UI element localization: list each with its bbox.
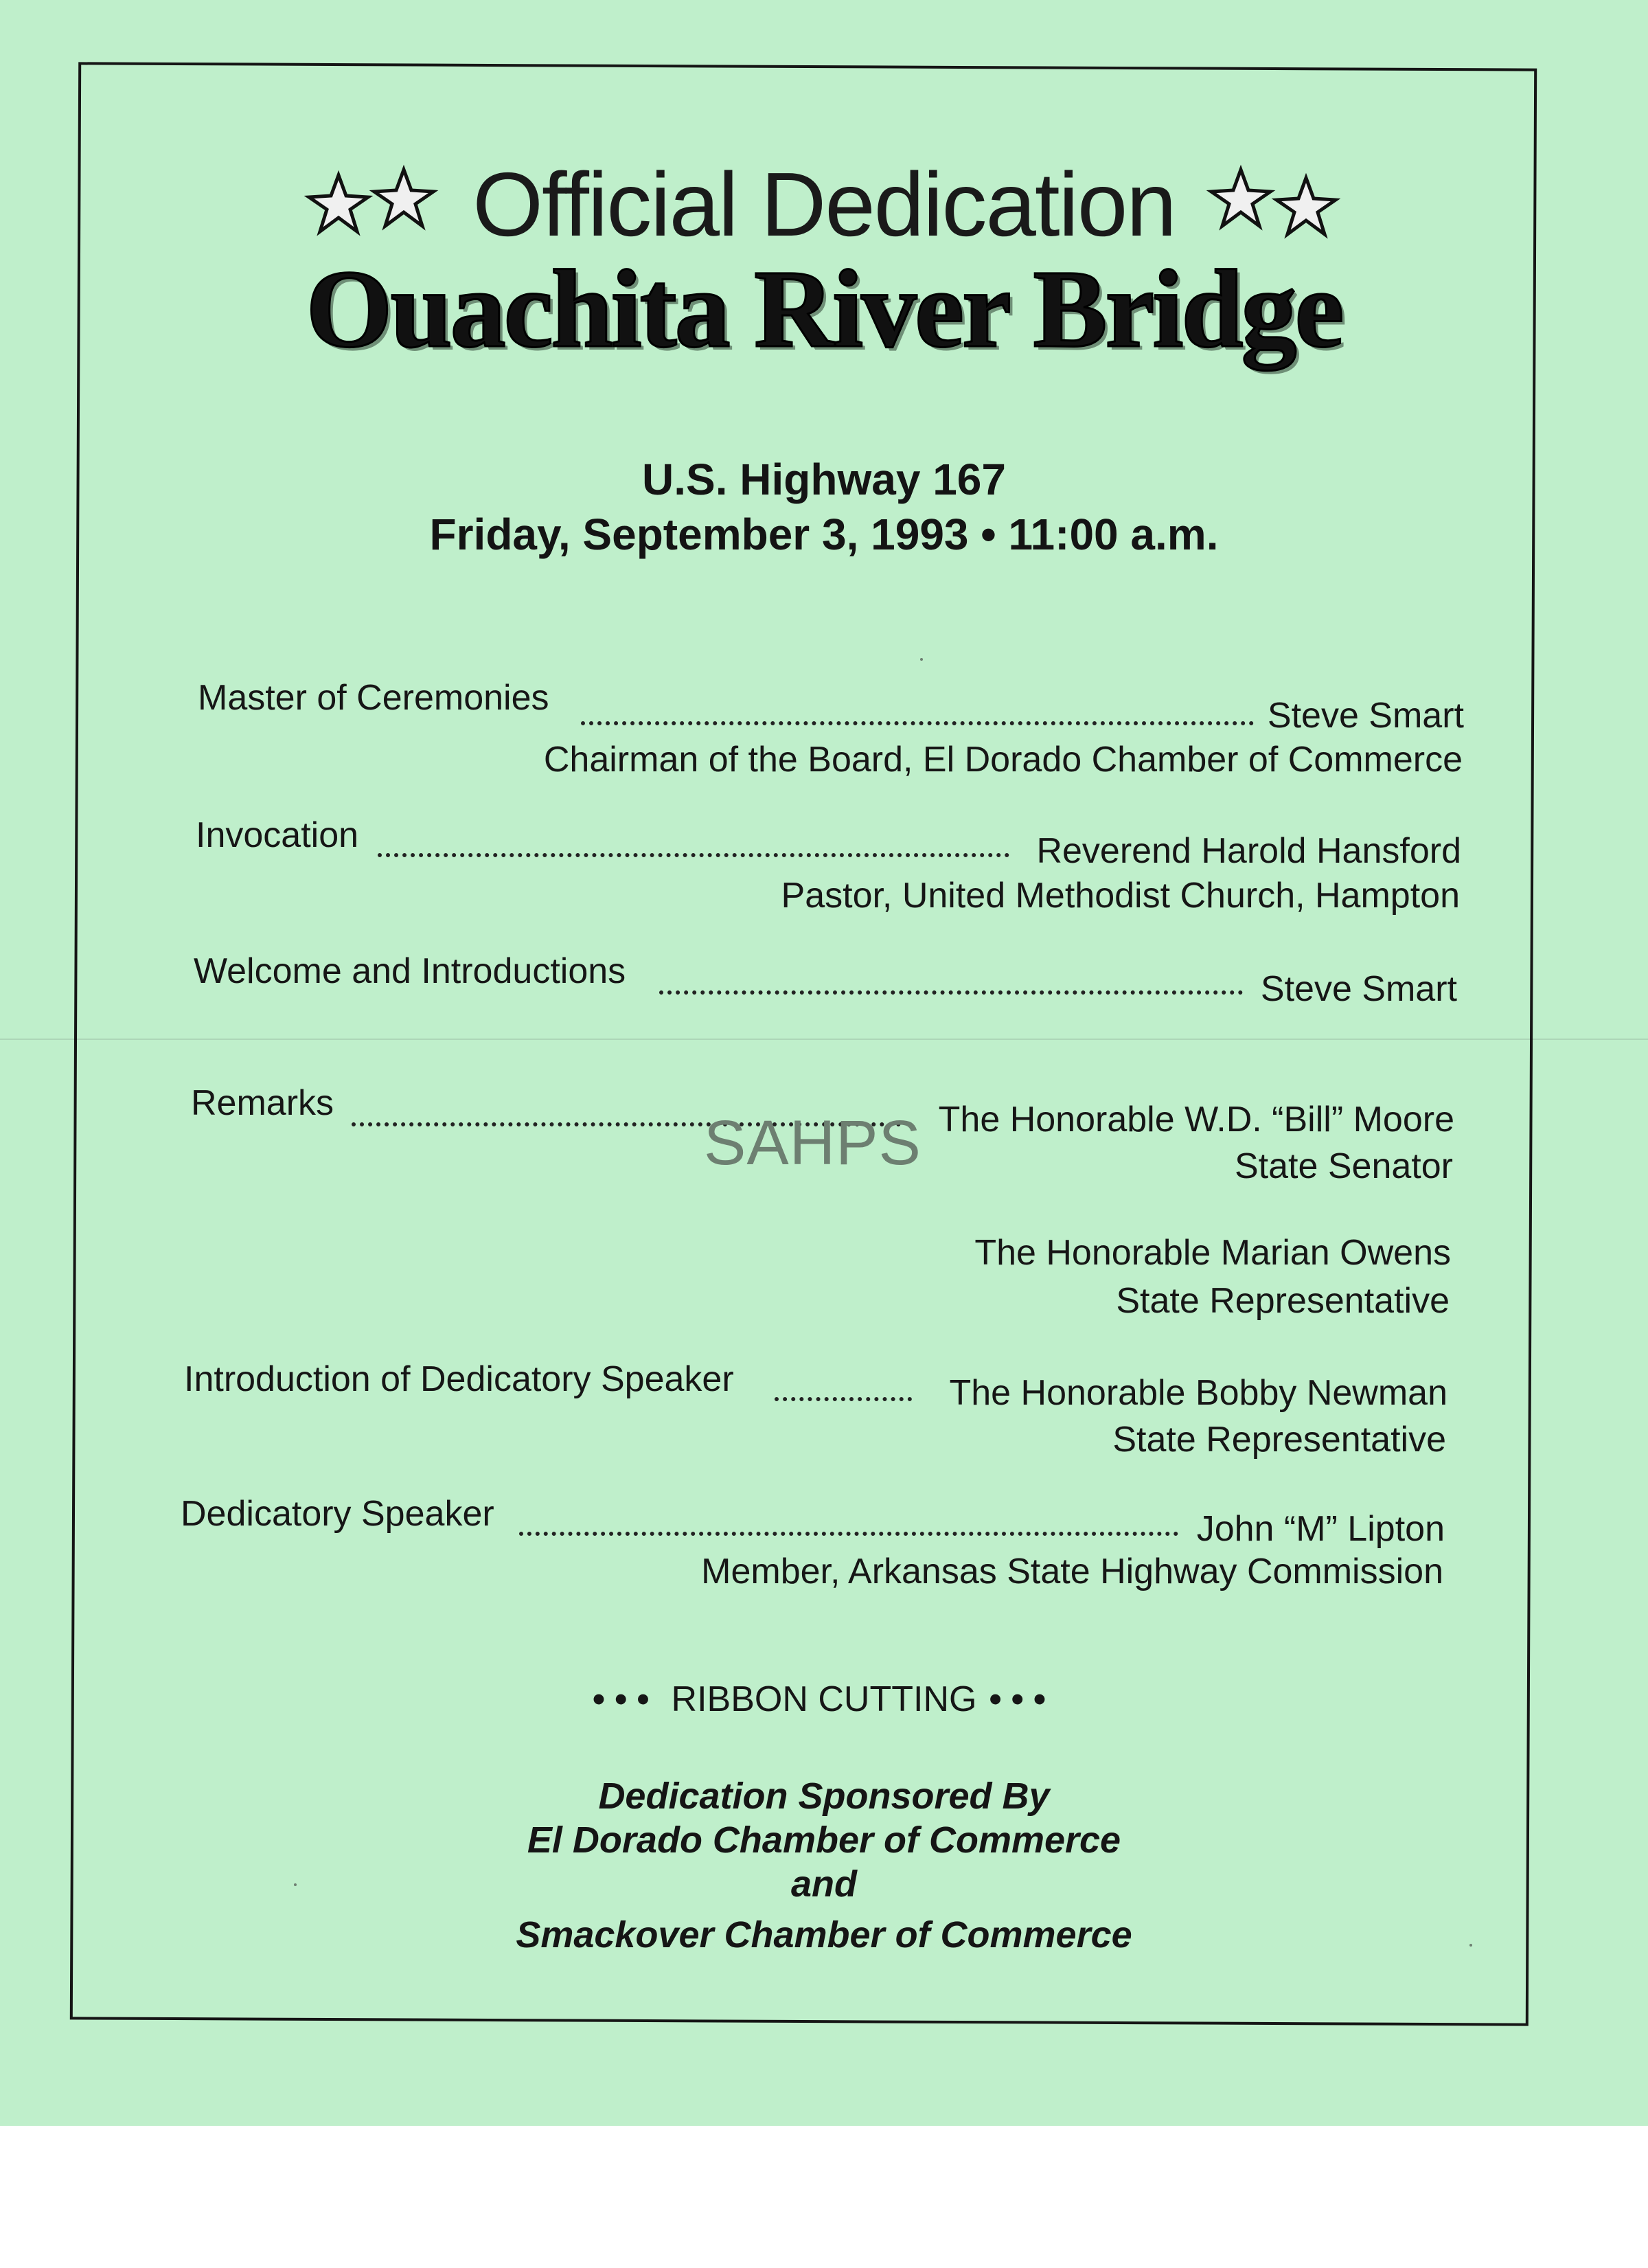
program-name: Reverend Harold Hansford [1036, 831, 1461, 871]
sponsor-line: El Dorado Chamber of Commerce [527, 1819, 1121, 1861]
program-name: Steve Smart [1267, 696, 1464, 736]
program-label: Dedicatory Speaker [181, 1494, 494, 1534]
highway-heading: U.S. Highway 167 [642, 455, 1006, 504]
watermark-text: SAHPS [704, 1108, 922, 1178]
program-name: Steve Smart [1260, 969, 1457, 1009]
ribbon-cutting-text: RIBBON CUTTING [671, 1679, 977, 1719]
program-label: Remarks [191, 1083, 334, 1123]
sponsor-line: and [790, 1863, 857, 1905]
title-bridge-name: Ouachita River Bridge [306, 248, 1342, 371]
star-pair-left-icon [301, 163, 445, 245]
program-label: Invocation [196, 815, 359, 855]
program-label: Welcome and Introductions [194, 951, 626, 991]
leader-dots [659, 986, 1243, 995]
leader-dots [775, 1393, 912, 1401]
sponsor-line: Dedication Sponsored By [598, 1776, 1050, 1817]
program-name: The Honorable Bobby Newman [949, 1373, 1447, 1413]
leader-dots [378, 849, 1009, 857]
title-row [0, 152, 1648, 256]
title-official-dedication: Official Dedication [472, 153, 1176, 255]
program-title: State Representative [1112, 1420, 1446, 1460]
bullet-dots-right-icon: ••• [989, 1679, 1056, 1719]
leader-dots [519, 1528, 1178, 1536]
sponsor-line: Smackover Chamber of Commerce [516, 1914, 1132, 1955]
program-name: The Honorable W.D. “Bill” Moore [938, 1100, 1454, 1139]
program-label: Master of Ceremonies [198, 678, 549, 718]
program-label: Introduction of Dedicatory Speaker [184, 1359, 734, 1399]
program-title: Chairman of the Board, El Dorado Chamber of Commerce [543, 740, 1463, 780]
program-name: The Honorable Marian Owens [974, 1233, 1451, 1273]
ribbon-cutting-line [0, 1681, 1648, 1717]
program-title: State Representative [1116, 1281, 1450, 1321]
paper-speck [920, 658, 923, 661]
program-title: Member, Arkansas State Highway Commission [701, 1552, 1443, 1591]
paper-speck [1469, 1944, 1472, 1947]
star-pair-right-icon [1203, 163, 1347, 245]
paper-speck [294, 1883, 297, 1886]
program-title: Pastor, United Methodist Church, Hampton [781, 876, 1460, 916]
bullet-dots-left-icon: ••• [592, 1679, 659, 1719]
leader-dots [581, 717, 1254, 725]
program-title: State Senator [1235, 1146, 1453, 1186]
program-name: John “M” Lipton [1196, 1509, 1445, 1549]
date-time-heading: Friday, September 3, 1993 • 11:00 a.m. [429, 510, 1219, 559]
